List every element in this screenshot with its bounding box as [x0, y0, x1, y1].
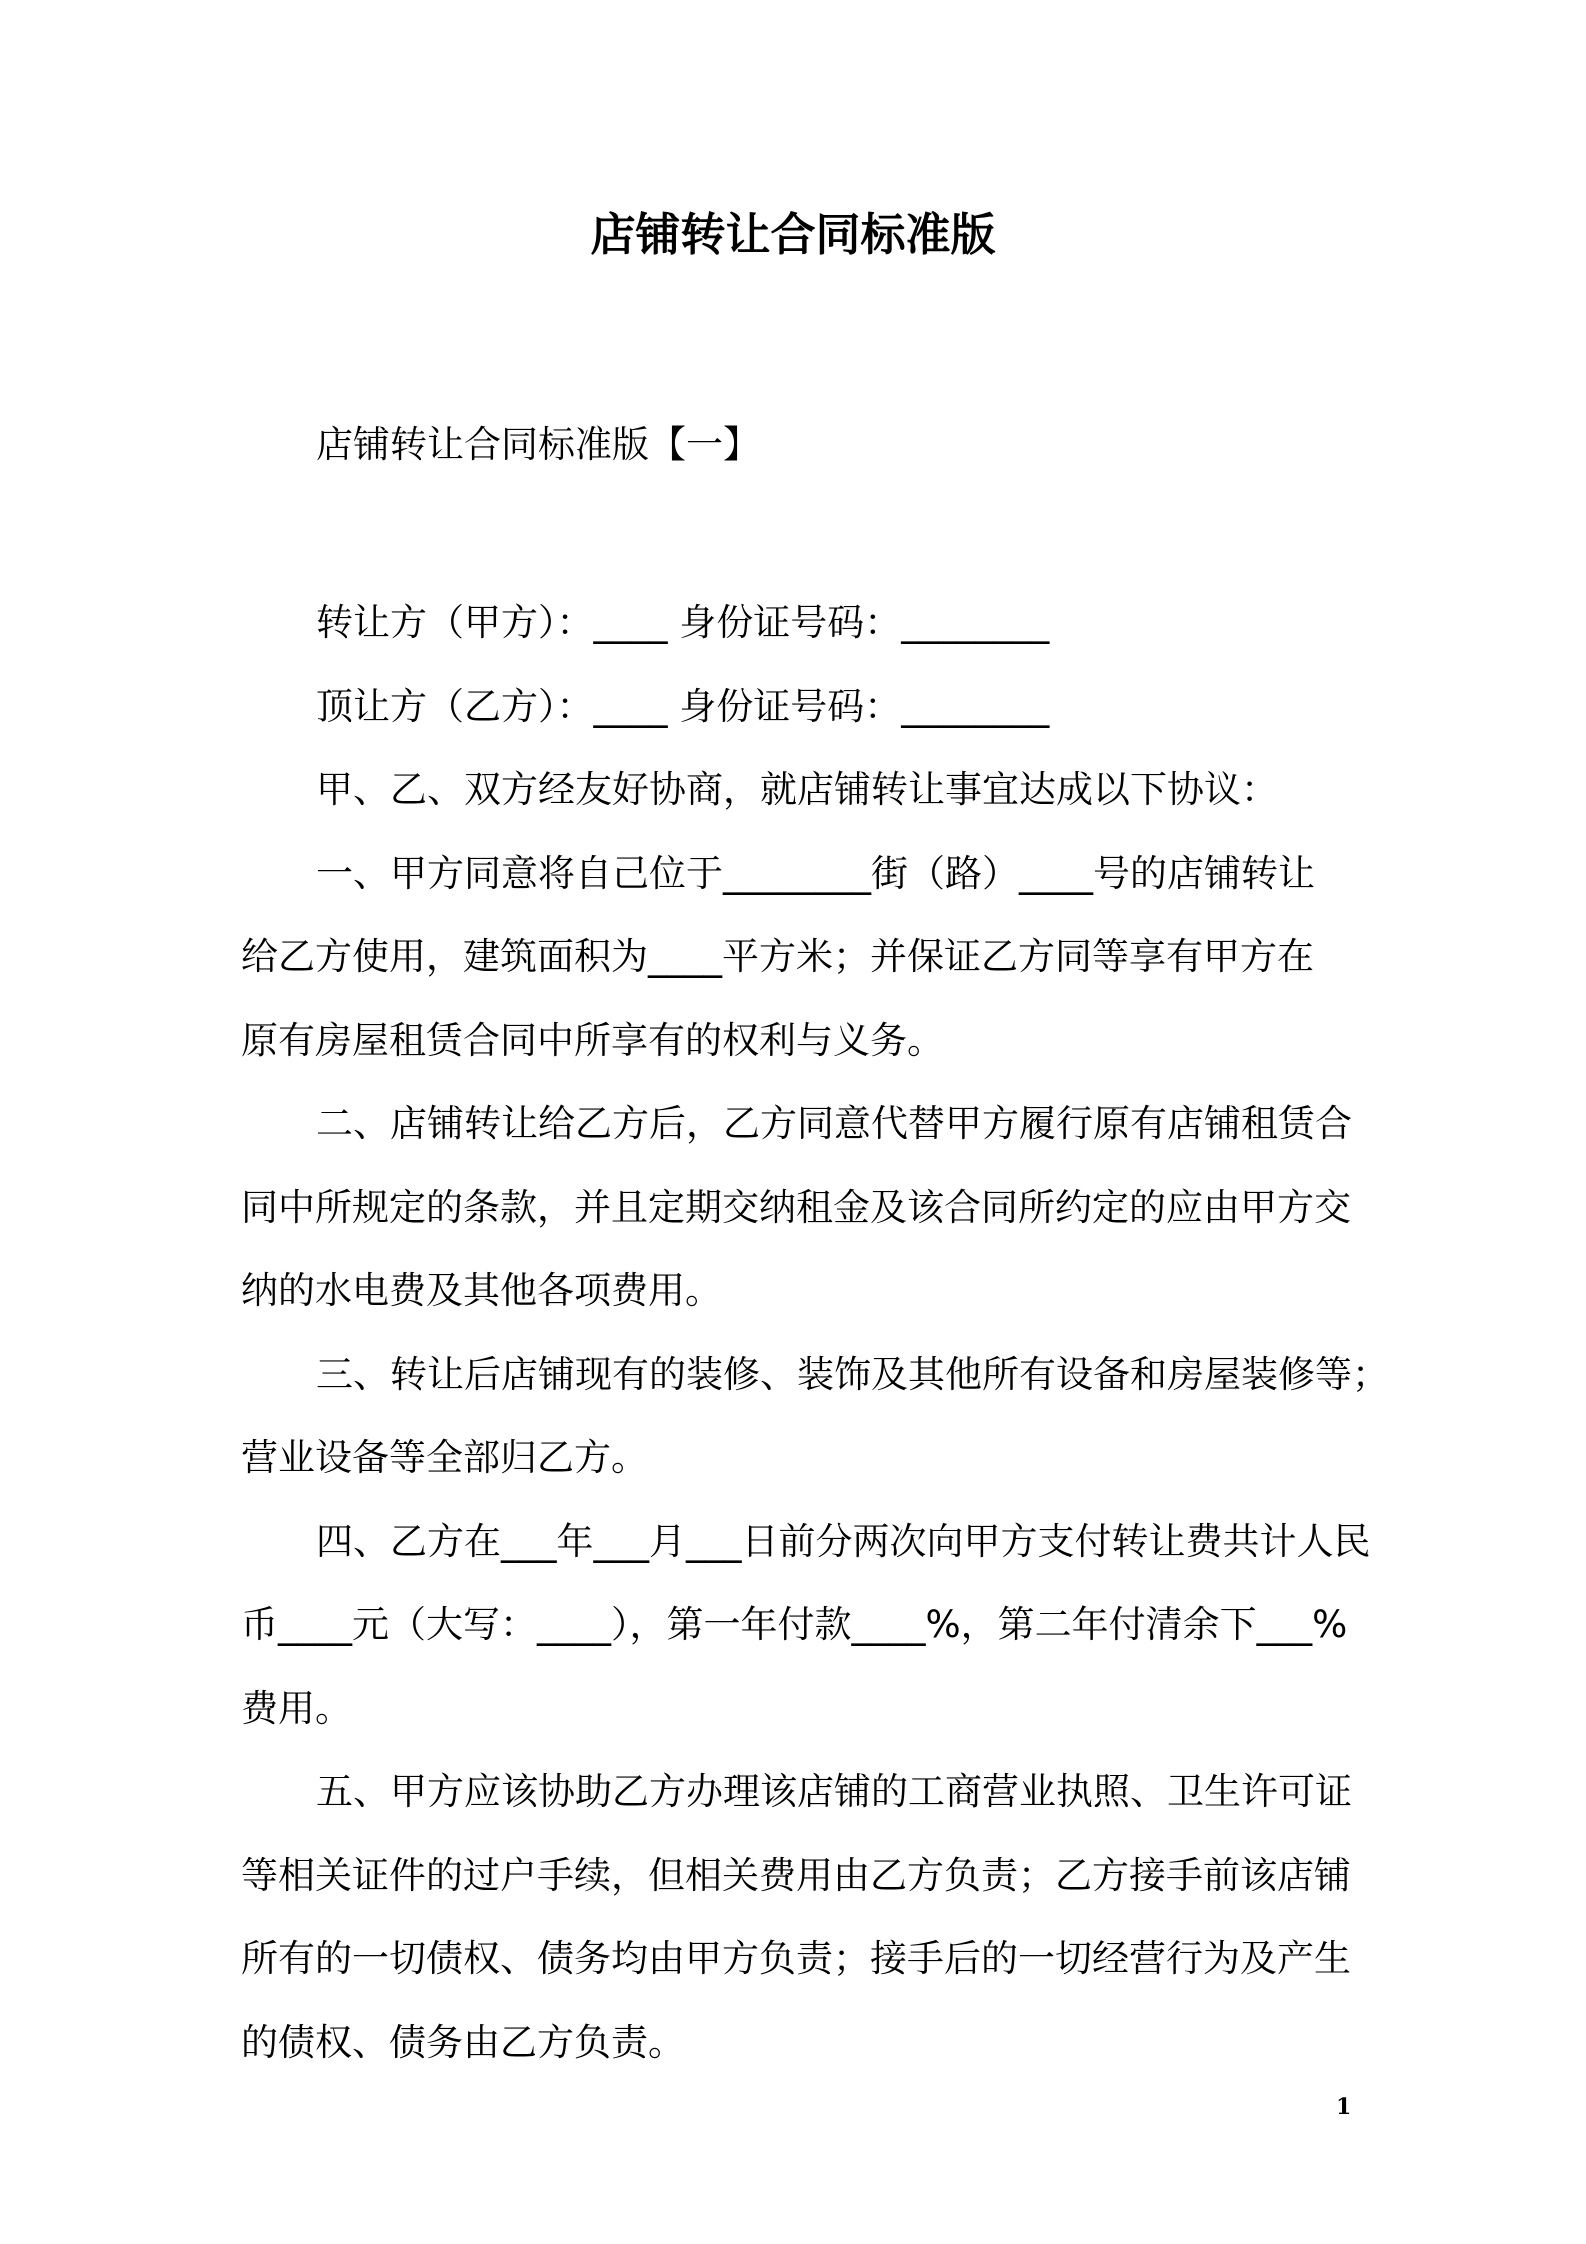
document-title: 店铺转让合同标准版 — [590, 208, 996, 261]
contract-line: 费用。 — [241, 1686, 352, 1730]
contract-line: 等相关证件的过户手续，但相关费用由乙方负责；乙方接手前该店铺 — [241, 1853, 1351, 1897]
contract-line: 纳的水电费及其他各项费用。 — [241, 1269, 722, 1312]
contract-line: 原有房屋租赁合同中所享有的权利与义务。 — [241, 1018, 944, 1062]
contract-line: 四、乙方在___年___月___日前分两次向甲方支付转让费共计人民 — [316, 1519, 1371, 1563]
section-heading: 店铺转让合同标准版【一】 — [316, 423, 760, 466]
contract-line: 营业设备等全部归乙方。 — [241, 1436, 648, 1479]
contract-line: 给乙方使用，建筑面积为____平方米；并保证乙方同等享有甲方在 — [241, 935, 1314, 978]
contract-line: 五、甲方应该协助乙方办理该店铺的工商营业执照、卫生许可证 — [316, 1770, 1352, 1813]
contract-line: 二、店铺转让给乙方后，乙方同意代替甲方履行原有店铺租赁合 — [316, 1102, 1352, 1145]
contract-line: 的债权、债务由乙方负责。 — [241, 2020, 685, 2064]
contract-line: 顶让方（乙方）：____ 身份证号码：________ — [316, 684, 1050, 728]
contract-body — [241, 581, 1389, 2084]
contract-line: 币____元（大写：____），第一年付款____%，第二年付清余下___% — [241, 1603, 1348, 1646]
contract-line: 同中所规定的条款，并且定期交纳租金及该合同所约定的应由甲方交 — [241, 1185, 1351, 1229]
page-number: 1 — [1336, 2094, 1352, 2120]
contract-line: 所有的一切债权、债务均由甲方负责；接手后的一切经营行为及产生 — [241, 1937, 1351, 1980]
contract-line: 三、转让后店铺现有的装修、装饰及其他所有设备和房屋装修等； — [316, 1352, 1389, 1396]
contract-line: 一、甲方同意将自己位于________街（路）____号的店铺转让 — [316, 851, 1315, 895]
contract-line: 甲、乙、双方经友好协商，就店铺转让事宜达成以下协议： — [316, 768, 1278, 811]
contract-line: 转让方（甲方）：____ 身份证号码：________ — [316, 601, 1050, 644]
